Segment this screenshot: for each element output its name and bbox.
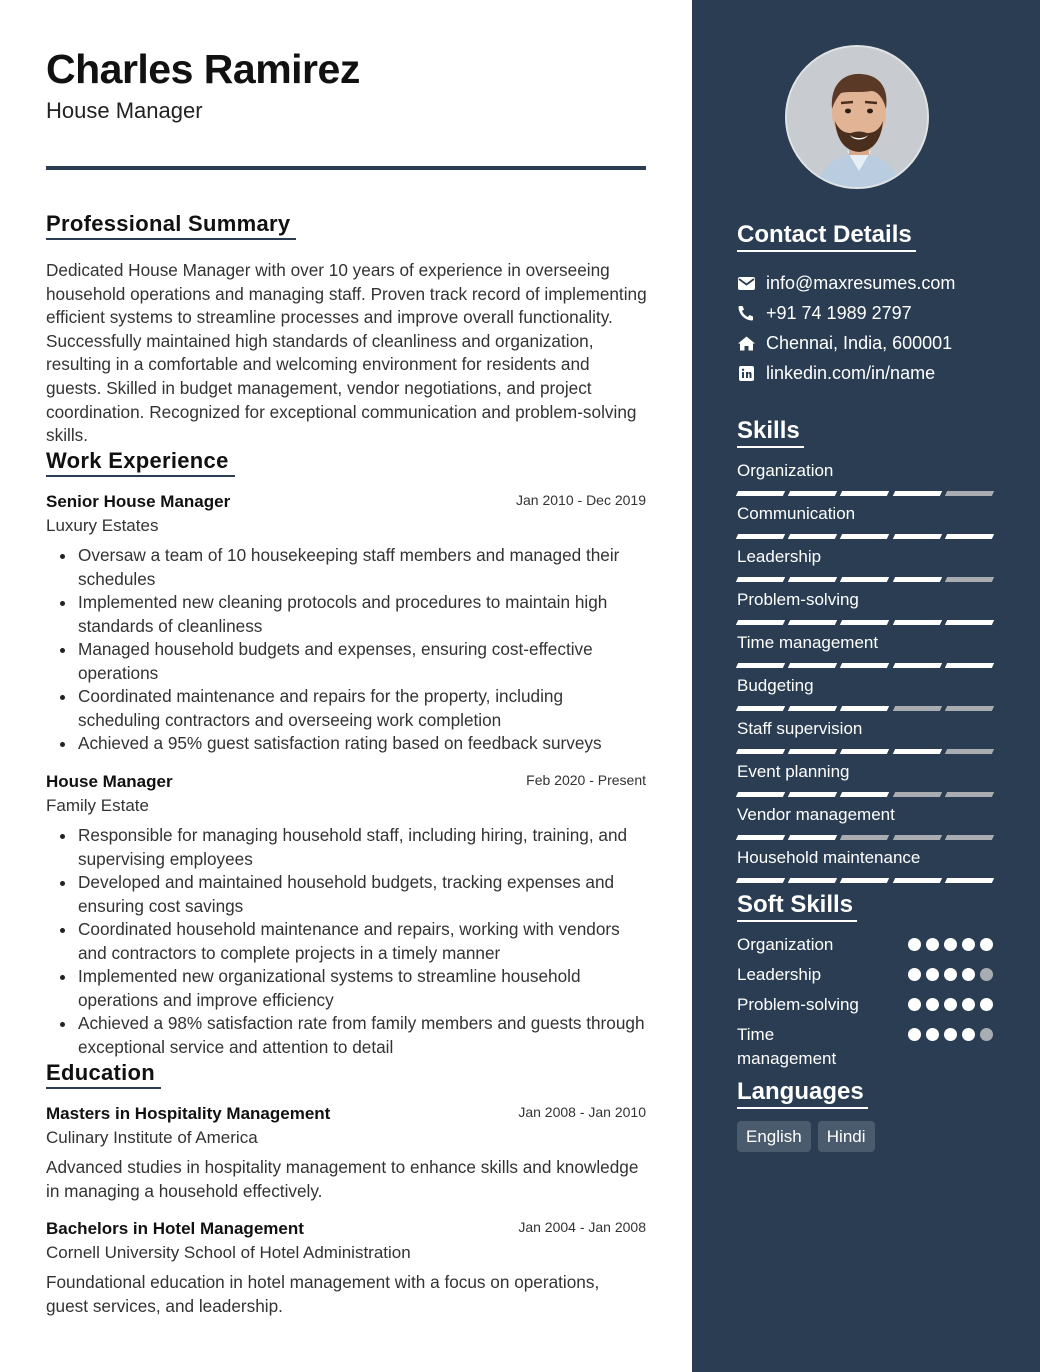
job-bullet: Oversaw a team of 10 housekeeping staff members and managed their schedules [46,544,646,591]
profile-photo-illustration [787,47,929,189]
rating-segment-filled [788,663,838,668]
rating-segment-filled [788,835,838,840]
rating-segment-empty [840,835,890,840]
rating-segment-filled [892,534,942,539]
soft-skills-section [737,891,857,922]
job-bullet: Achieved a 95% guest satisfaction rating based on feedback surveys [46,732,646,756]
degree-dates: Jan 2004 - Jan 2008 [518,1219,646,1235]
contact-linkedin[interactable] [737,358,955,388]
rating-dot-filled [926,938,939,951]
skill-rating-bar [737,835,993,840]
phone-text: +91 74 1989 2797 [766,302,912,323]
soft-skill-name: Problem-solving [737,995,859,1014]
rating-segment-filled [892,878,942,883]
skill-rating-bar [737,706,993,711]
job-bullets [46,824,646,1059]
rating-segment-filled [945,620,995,625]
rating-segment-filled [840,878,890,883]
soft-skill-item [737,1023,993,1071]
school-name: Cornell University School of Hotel Administration [46,1243,411,1262]
job-bullet: Responsible for managing household staff, including hiring, training, and supervising employees [46,824,646,871]
soft-skill-name: Time management [737,1025,837,1068]
skill-name: Time management [737,633,879,652]
rating-segment-filled [788,706,838,711]
rating-segment-filled [736,749,786,754]
profile-photo [785,45,929,189]
job-company: Luxury Estates [46,516,159,535]
skill-name: Staff supervision [737,719,863,738]
rating-segment-filled [736,577,786,582]
rating-segment-filled [840,792,890,797]
skill-name: Vendor management [737,805,895,824]
job-bullet: Managed household budgets and expenses, ensuring cost-effective operations [46,638,646,685]
rating-dot-filled [908,1028,921,1041]
rating-segment-filled [788,792,838,797]
rating-segment-filled [788,620,838,625]
rating-segment-filled [840,620,890,625]
skill-item [737,502,993,545]
candidate-title: House Manager [46,98,203,123]
rating-segment-empty [945,706,995,711]
rating-dot-filled [962,938,975,951]
rating-dot-filled [962,998,975,1011]
linkedin-text: linkedin.com/in/name [766,362,936,383]
summary-section [46,211,296,240]
home-icon [737,334,755,352]
skills-section [737,417,804,448]
skill-name: Budgeting [737,676,814,695]
job-bullet: Coordinated maintenance and repairs for the property, including scheduling contractors and overseeing work completion [46,685,646,732]
rating-dot-filled [926,968,939,981]
rating-segment-filled [840,706,890,711]
sidebar [692,0,1040,1372]
contact-phone[interactable] [737,298,955,328]
rating-dot-empty [980,968,993,981]
skill-item [737,588,993,631]
degree-dates: Jan 2008 - Jan 2010 [518,1104,646,1120]
rating-segment-filled [892,577,942,582]
job-bullet: Implemented new cleaning protocols and procedures to maintain high standards of cleanliness [46,591,646,638]
rating-dot-empty [980,1028,993,1041]
language-tag: Hindi [818,1121,875,1152]
skill-rating-bar [737,534,993,539]
rating-segment-filled [892,663,942,668]
job-bullet: Achieved a 98% satisfaction rate from family members and guests through exceptional service and attention to detail [46,1012,646,1059]
soft-skill-item [737,933,993,963]
rating-dot-filled [962,1028,975,1041]
languages-heading: Languages [737,1078,868,1109]
rating-dot-filled [944,968,957,981]
address-text: Chennai, India, 600001 [766,332,953,353]
job-bullet: Developed and maintained household budgets, tracking expenses and ensuring cost savings [46,871,646,918]
rating-segment-filled [840,663,890,668]
rating-segment-empty [892,706,942,711]
education-heading: Education [46,1060,161,1089]
rating-dot-filled [944,1028,957,1041]
rating-segment-filled [788,534,838,539]
rating-segment-empty [945,749,995,754]
languages-section [737,1078,868,1109]
skill-item [737,459,993,502]
soft-skill-rating [908,968,993,981]
rating-segment-filled [736,706,786,711]
envelope-icon [737,274,755,292]
skill-item [737,545,993,588]
rating-dot-filled [980,998,993,1011]
candidate-name: Charles Ramirez [46,46,360,92]
rating-segment-filled [945,878,995,883]
rating-segment-filled [788,878,838,883]
degree-title: Bachelors in Hotel Management [46,1219,304,1238]
job-entry [46,770,646,1059]
rating-segment-filled [840,577,890,582]
header-divider [46,166,646,170]
phone-icon [737,304,755,322]
rating-segment-filled [736,878,786,883]
rating-segment-filled [736,534,786,539]
rating-segment-filled [892,620,942,625]
degree-description: Foundational education in hotel management with a focus on operations, guest services, and leadership. [46,1272,600,1316]
summary-heading: Professional Summary [46,211,296,240]
skill-item [737,631,993,674]
rating-segment-filled [945,663,995,668]
experience-section [46,448,235,477]
rating-segment-empty [945,792,995,797]
contact-email[interactable] [737,268,955,298]
skill-rating-bar [737,878,993,883]
rating-segment-filled [736,491,786,496]
experience-heading: Work Experience [46,448,235,477]
rating-segment-filled [788,749,838,754]
rating-dot-filled [944,938,957,951]
contact-list [737,268,955,388]
rating-segment-filled [840,534,890,539]
job-bullet: Implemented new organizational systems to streamline household operations and improve efficiency [46,965,646,1012]
rating-dot-filled [926,998,939,1011]
rating-segment-filled [840,491,890,496]
rating-segment-filled [736,620,786,625]
skill-rating-bar [737,577,993,582]
job-title: House Manager [46,772,173,791]
skill-item [737,803,993,846]
summary-text: Dedicated House Manager with over 10 years of experience in overseeing household operations and managing staff. Proven track record of implementing efficient systems to streamline processes and improve overall functionality. Successfully maintained high standards of cleanliness and organization, resulting in a comfortable and welcoming environment for residents and guests. Skilled in budget management, vendor negotiations, and project coordination. Recognized for exceptional communication and problem-solving skills. [46,260,647,446]
rating-dot-filled [908,968,921,981]
job-bullets [46,544,646,756]
rating-dot-filled [908,938,921,951]
rating-segment-empty [892,792,942,797]
contact-address [737,328,955,358]
skills-heading: Skills [737,417,804,448]
rating-segment-empty [892,835,942,840]
soft-skill-rating [908,998,993,1011]
job-title: Senior House Manager [46,492,231,511]
degree-title: Masters in Hospitality Management [46,1104,331,1123]
skill-rating-bar [737,663,993,668]
rating-dot-filled [980,938,993,951]
soft-skills-list [737,933,993,1071]
soft-skill-item [737,963,993,993]
rating-segment-filled [788,577,838,582]
rating-segment-filled [840,749,890,754]
skill-name: Problem-solving [737,590,859,609]
contact-section [737,221,916,252]
rating-segment-filled [736,835,786,840]
skill-item [737,846,993,889]
skill-name: Household maintenance [737,848,921,867]
skill-name: Communication [737,504,856,523]
job-bullet: Coordinated household maintenance and repairs, working with vendors and contractors to complete projects in a timely manner [46,918,646,965]
school-name: Culinary Institute of America [46,1128,258,1147]
job-dates: Feb 2020 - Present [526,772,646,788]
rating-segment-filled [892,749,942,754]
languages-list [737,1121,875,1152]
job-dates: Jan 2010 - Dec 2019 [516,492,646,508]
skill-rating-bar [737,749,993,754]
skill-name: Event planning [737,762,850,781]
skill-rating-bar [737,491,993,496]
education-entry [46,1102,646,1203]
rating-segment-empty [945,491,995,496]
skill-item [737,760,993,803]
rating-segment-filled [736,792,786,797]
skills-list [737,459,993,889]
education-section [46,1060,161,1089]
soft-skills-heading: Soft Skills [737,891,857,922]
rating-dot-filled [926,1028,939,1041]
contact-heading: Contact Details [737,221,916,252]
skill-rating-bar [737,792,993,797]
job-company: Family Estate [46,796,149,815]
degree-description: Advanced studies in hospitality management to enhance skills and knowledge in managing a household effectively. [46,1157,639,1201]
rating-dot-filled [962,968,975,981]
rating-dot-filled [908,998,921,1011]
job-entry [46,490,646,756]
soft-skill-name: Organization [737,935,834,954]
skill-name: Organization [737,461,834,480]
rating-segment-empty [945,835,995,840]
rating-segment-filled [788,491,838,496]
skill-item [737,674,993,717]
rating-segment-filled [945,534,995,539]
language-tag: English [737,1121,811,1152]
rating-segment-filled [736,663,786,668]
soft-skill-rating [908,1028,993,1041]
rating-segment-filled [892,491,942,496]
soft-skill-name: Leadership [737,965,822,984]
skill-item [737,717,993,760]
education-entry [46,1217,646,1318]
rating-dot-filled [944,998,957,1011]
soft-skill-rating [908,938,993,951]
skill-name: Leadership [737,547,822,566]
rating-segment-empty [945,577,995,582]
linkedin-icon [737,364,755,382]
skill-rating-bar [737,620,993,625]
email-text: info@maxresumes.com [766,272,956,293]
soft-skill-item [737,993,993,1023]
